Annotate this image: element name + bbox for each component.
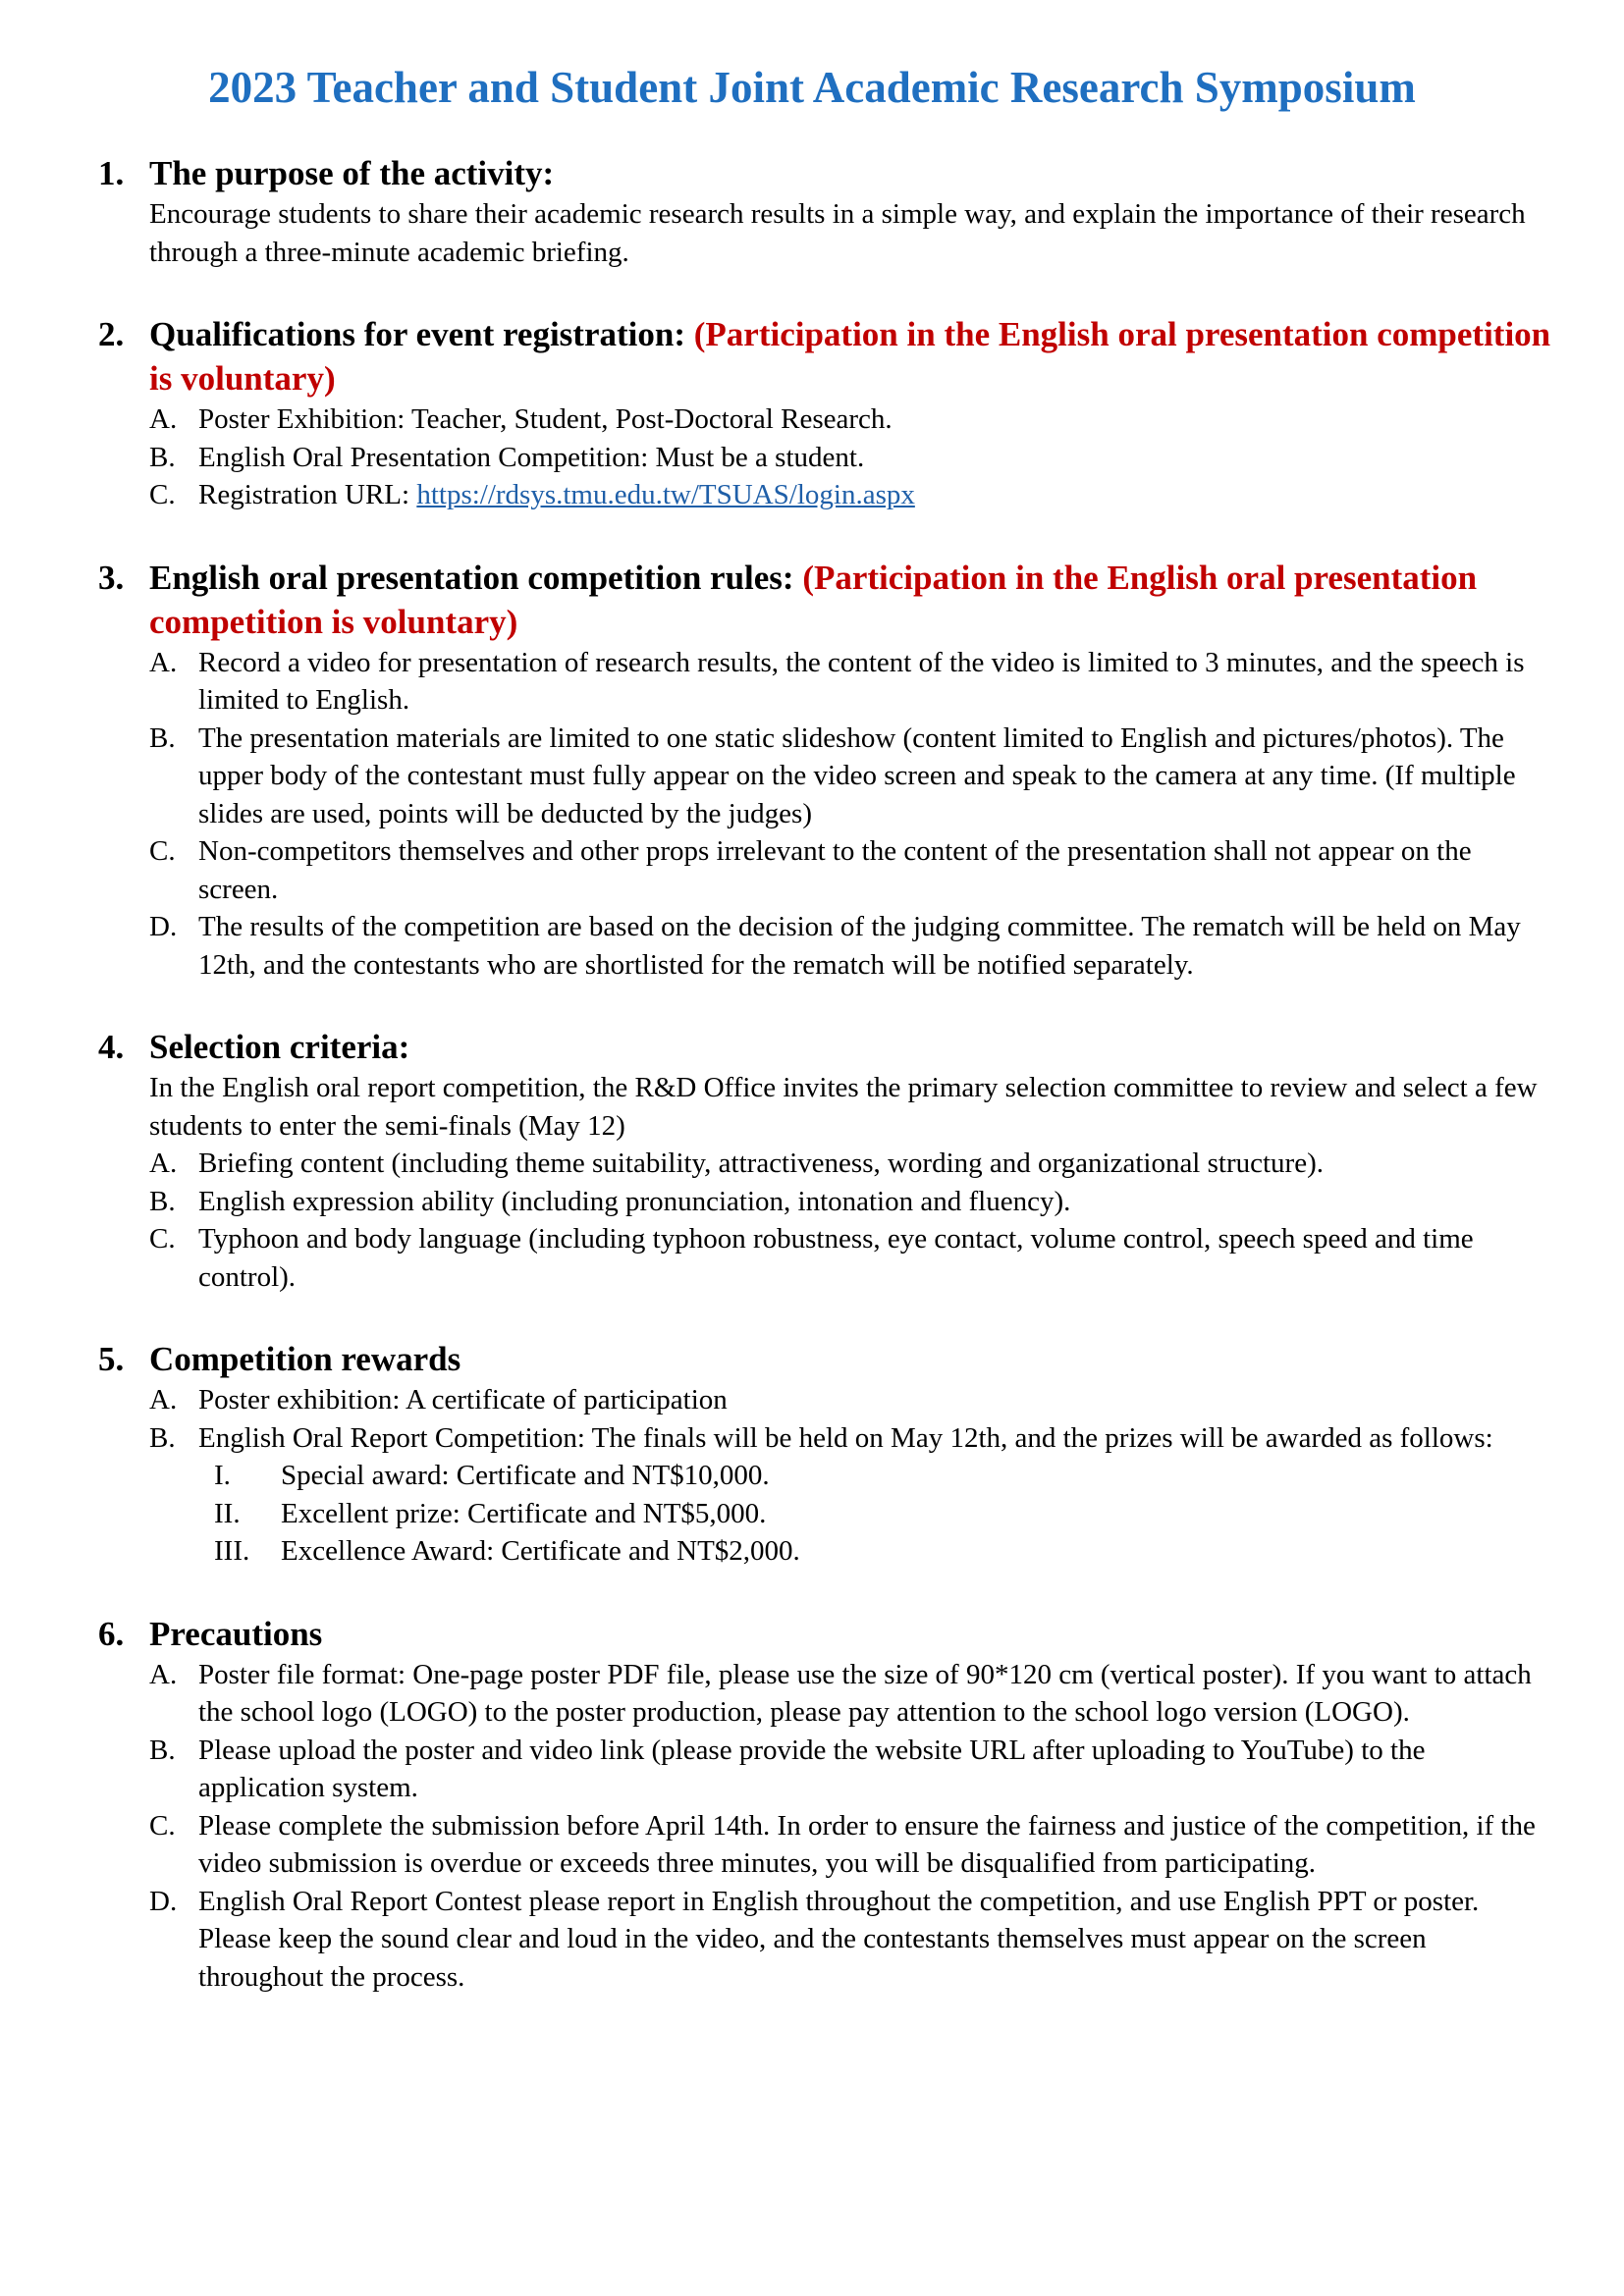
item-letter: D. <box>149 1885 178 1917</box>
item-text: Typhoon and body language (including typhoon robustness, eye contact, volume control, speech speed and time control). <box>198 1223 1474 1293</box>
prize-text: Excellent prize: Certificate and NT$5,000. <box>281 1497 767 1529</box>
list-item <box>149 1807 1551 1883</box>
section-competition-rules <box>98 556 1551 985</box>
item-letter: C. <box>149 1223 176 1255</box>
prize-item <box>214 1532 1551 1571</box>
item-text: Please upload the poster and video link (please provide the website URL after uploading to YouTube) to the application system. <box>198 1734 1426 1803</box>
section-precautions <box>98 1612 1551 1997</box>
prize-text: Excellence Award: Certificate and NT$2,000. <box>281 1535 800 1567</box>
section-heading <box>98 151 1551 195</box>
list-item <box>149 644 1551 720</box>
section-heading <box>98 1612 1551 1656</box>
item-letter: B. <box>149 1185 176 1217</box>
list-item <box>149 1732 1551 1807</box>
item-text: The results of the competition are based on the decision of the judging committee. The rematch will be held on May 12th, and the contestants who are shortlisted for the rematch will be notified separately. <box>198 911 1521 981</box>
list-item <box>149 1656 1551 1732</box>
prize-text: Special award: Certificate and NT$10,000. <box>281 1460 770 1491</box>
prize-number: III. <box>214 1535 250 1567</box>
item-text: Record a video for presentation of research results, the content of the video is limited to 3 minutes, and the speech is limited to English. <box>198 646 1525 716</box>
item-letter: D. <box>149 911 178 942</box>
prize-item <box>214 1495 1551 1533</box>
section-qualifications <box>98 312 1551 514</box>
list-item <box>149 832 1551 908</box>
section-heading <box>98 1025 1551 1069</box>
section-selection-criteria <box>98 1025 1551 1296</box>
item-letter: A. <box>149 1148 178 1179</box>
section-number: 6. <box>98 1614 125 1653</box>
list-item <box>149 439 1551 477</box>
item-text: English Oral Presentation Competition: Must be a student. <box>198 441 865 473</box>
list-item <box>149 1381 1551 1419</box>
section-title: Competition rewards <box>149 1340 461 1378</box>
section-title: Qualifications for event registration: <box>149 315 685 353</box>
item-text: English expression ability (including pronunciation, intonation and fluency). <box>198 1185 1071 1217</box>
item-text: English Oral Report Contest please report in English throughout the competition, and use English PPT or poster. Please keep the sound clear and loud in the video, and the contestants themselves must appear on the screen throughout the process. <box>198 1885 1480 1993</box>
section-purpose <box>98 151 1551 271</box>
list-item <box>149 476 1551 514</box>
list-item <box>149 1183 1551 1221</box>
item-text: Registration URL: <box>198 479 417 510</box>
item-text: English Oral Report Competition: The finals will be held on May 12th, and the prizes will be awarded as follows: <box>198 1421 1493 1454</box>
voluntary-note: (Participation in the English oral presentation competition is voluntary) <box>149 558 1478 641</box>
section-number: 4. <box>98 1028 125 1066</box>
item-text: The presentation materials are limited to one static slideshow (content limited to English and pictures/photos). The upper body of the contestant must fully appear on the video screen and speak to the camera at any time. (If multiple slides are used, points will be deducted by the judges) <box>198 721 1516 829</box>
list-item <box>149 1220 1551 1296</box>
section-heading <box>98 556 1551 644</box>
item-letter: B. <box>149 721 176 754</box>
list-item <box>149 400 1551 439</box>
item-text: Poster exhibition: A certificate of participation <box>198 1384 728 1415</box>
item-letter: C. <box>149 479 176 510</box>
section-number: 5. <box>98 1340 125 1378</box>
item-letter: A. <box>149 1384 178 1415</box>
item-text: Please complete the submission before April 14th. In order to ensure the fairness and justice of the competition, if the video submission is overdue or exceeds three minutes, you will be disqualified from participating. <box>198 1809 1536 1879</box>
list-item <box>149 1883 1551 1997</box>
item-text: Poster Exhibition: Teacher, Student, Post-Doctoral Research. <box>198 403 893 435</box>
section-number: 2. <box>98 315 125 353</box>
item-letter: A. <box>149 403 178 435</box>
section-title: The purpose of the activity: <box>149 154 555 192</box>
list-item <box>149 1419 1551 1458</box>
item-letter: B. <box>149 441 176 473</box>
section-heading <box>98 312 1551 400</box>
item-letter: C. <box>149 835 176 867</box>
item-letter: C. <box>149 1809 176 1842</box>
item-letter: B. <box>149 1421 176 1454</box>
section-number: 3. <box>98 558 125 597</box>
prize-item <box>214 1457 1551 1495</box>
item-letter: A. <box>149 646 178 678</box>
section-intro: In the English oral report competition, the R&D Office invites the primary selection committee to review and select a few students to enter the semi-finals (May 12) <box>149 1072 1538 1142</box>
item-text: Poster file format: One-page poster PDF file, please use the size of 90*120 cm (vertical poster). If you want to attach the school logo (LOGO) to the poster production, please pay attention to the school logo version (LOGO). <box>198 1658 1532 1728</box>
list-item <box>149 720 1551 833</box>
item-letter: B. <box>149 1734 176 1766</box>
section-title: English oral presentation competition rules: <box>149 558 794 597</box>
list-item <box>149 1145 1551 1183</box>
voluntary-note: (Participation in the English oral presentation competition is voluntary) <box>149 315 1551 398</box>
section-number: 1. <box>98 154 125 192</box>
item-text: Briefing content (including theme suitability, attractiveness, wording and organizational structure). <box>198 1148 1324 1179</box>
document-title: 2023 Teacher and Student Joint Academic Research Symposium <box>208 63 1416 112</box>
section-heading <box>98 1337 1551 1381</box>
prize-number: II. <box>214 1497 241 1529</box>
section-intro: Encourage students to share their academic research results in a simple way, and explain the importance of their research through a three-minute academic briefing. <box>149 198 1526 268</box>
item-letter: A. <box>149 1658 178 1690</box>
list-item <box>149 908 1551 984</box>
item-text: Non-competitors themselves and other props irrelevant to the content of the presentation shall not appear on the screen. <box>198 835 1472 905</box>
registration-url-link[interactable]: https://rdsys.tmu.edu.tw/TSUAS/login.aspx <box>416 479 915 510</box>
section-title: Precautions <box>149 1614 323 1653</box>
section-competition-rewards <box>98 1337 1551 1571</box>
section-title: Selection criteria: <box>149 1028 410 1066</box>
prize-number: I. <box>214 1460 231 1491</box>
